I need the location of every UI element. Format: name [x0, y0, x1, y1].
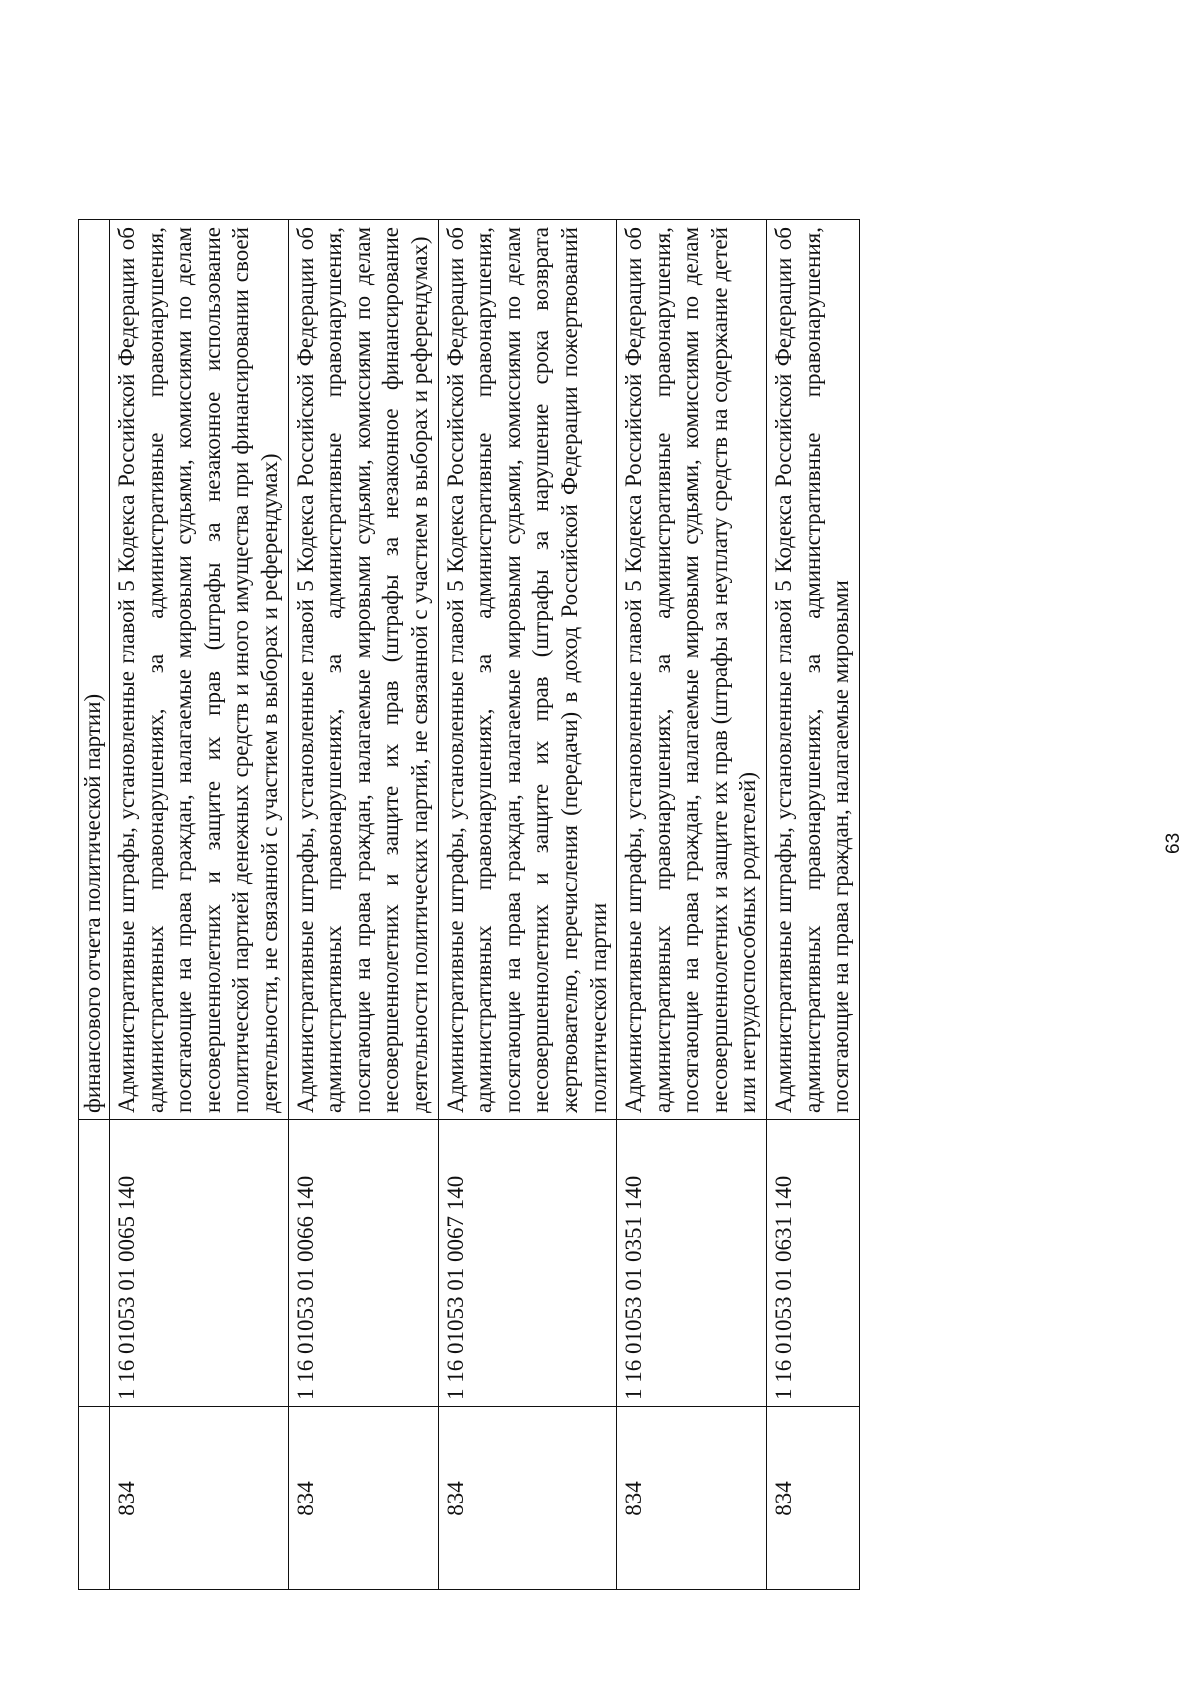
admin-code-cell: 834: [767, 1407, 860, 1590]
table-row: [617, 220, 767, 1590]
description-cell: Административные штрафы, установленные главой 5 Кодекса Российской Федерации об административных правонарушениях, за административные правонарушения, посягающие на права граждан, налагаемые мировыми судьями, комиссиями по делам несовершеннолетних и защите их прав (штрафы за нарушение срока возврата жертвователю, перечисления (передачи) в доход Российской Федерации пожертвований политической партии: [438, 220, 617, 1120]
admin-code-cell: [79, 1407, 110, 1590]
kbk-cell: [79, 1120, 110, 1407]
rotated-page: [78, 220, 1098, 1590]
admin-code-cell: 834: [438, 1407, 617, 1590]
table-row: [288, 220, 438, 1590]
table-row: [110, 220, 289, 1590]
kbk-cell: 1 16 01053 01 0065 140: [110, 1120, 289, 1407]
kbk-cell: 1 16 01053 01 0351 140: [617, 1120, 767, 1407]
kbk-cell: 1 16 01053 01 0066 140: [288, 1120, 438, 1407]
table-row: [438, 220, 617, 1590]
budget-classification-table: [78, 219, 860, 1590]
page-number: 63: [1163, 832, 1184, 854]
table-row-continuation: [79, 220, 110, 1590]
admin-code-cell: 834: [617, 1407, 767, 1590]
description-cell: Административные штрафы, установленные главой 5 Кодекса Российской Федерации об административных правонарушениях, за административные правонарушения, посягающие на права граждан, налагаемые мировыми судьями, комиссиями по делам несовершеннолетних и защите их прав (штрафы за незаконное финансирование деятельности политических партий, не связанной с участием в выборах и референдумах): [288, 220, 438, 1120]
kbk-cell: 1 16 01053 01 0631 140: [767, 1120, 860, 1407]
admin-code-cell: 834: [110, 1407, 289, 1590]
description-cell: финансового отчета политической партии): [79, 220, 110, 1120]
description-cell: Административные штрафы, установленные главой 5 Кодекса Российской Федерации об административных правонарушениях, за административные правонарушения, посягающие на права граждан, налагаемые мировыми: [767, 220, 860, 1120]
description-cell: Административные штрафы, установленные главой 5 Кодекса Российской Федерации об административных правонарушениях, за административные правонарушения, посягающие на права граждан, налагаемые мировыми судьями, комиссиями по делам несовершеннолетних и защите их прав (штрафы за незаконное использование политической партией денежных средств и иного имущества при финансировании своей деятельности, не связанной с участием в выборах и референдумах): [110, 220, 289, 1120]
admin-code-cell: 834: [288, 1407, 438, 1590]
table-row: [767, 220, 860, 1590]
description-cell: Административные штрафы, установленные главой 5 Кодекса Российской Федерации об административных правонарушениях, за административные правонарушения, посягающие на права граждан, налагаемые мировыми судьями, комиссиями по делам несовершеннолетних и защите их прав (штрафы за неуплату средств на содержание детей или нетрудоспособных родителей): [617, 220, 767, 1120]
kbk-cell: 1 16 01053 01 0067 140: [438, 1120, 617, 1407]
